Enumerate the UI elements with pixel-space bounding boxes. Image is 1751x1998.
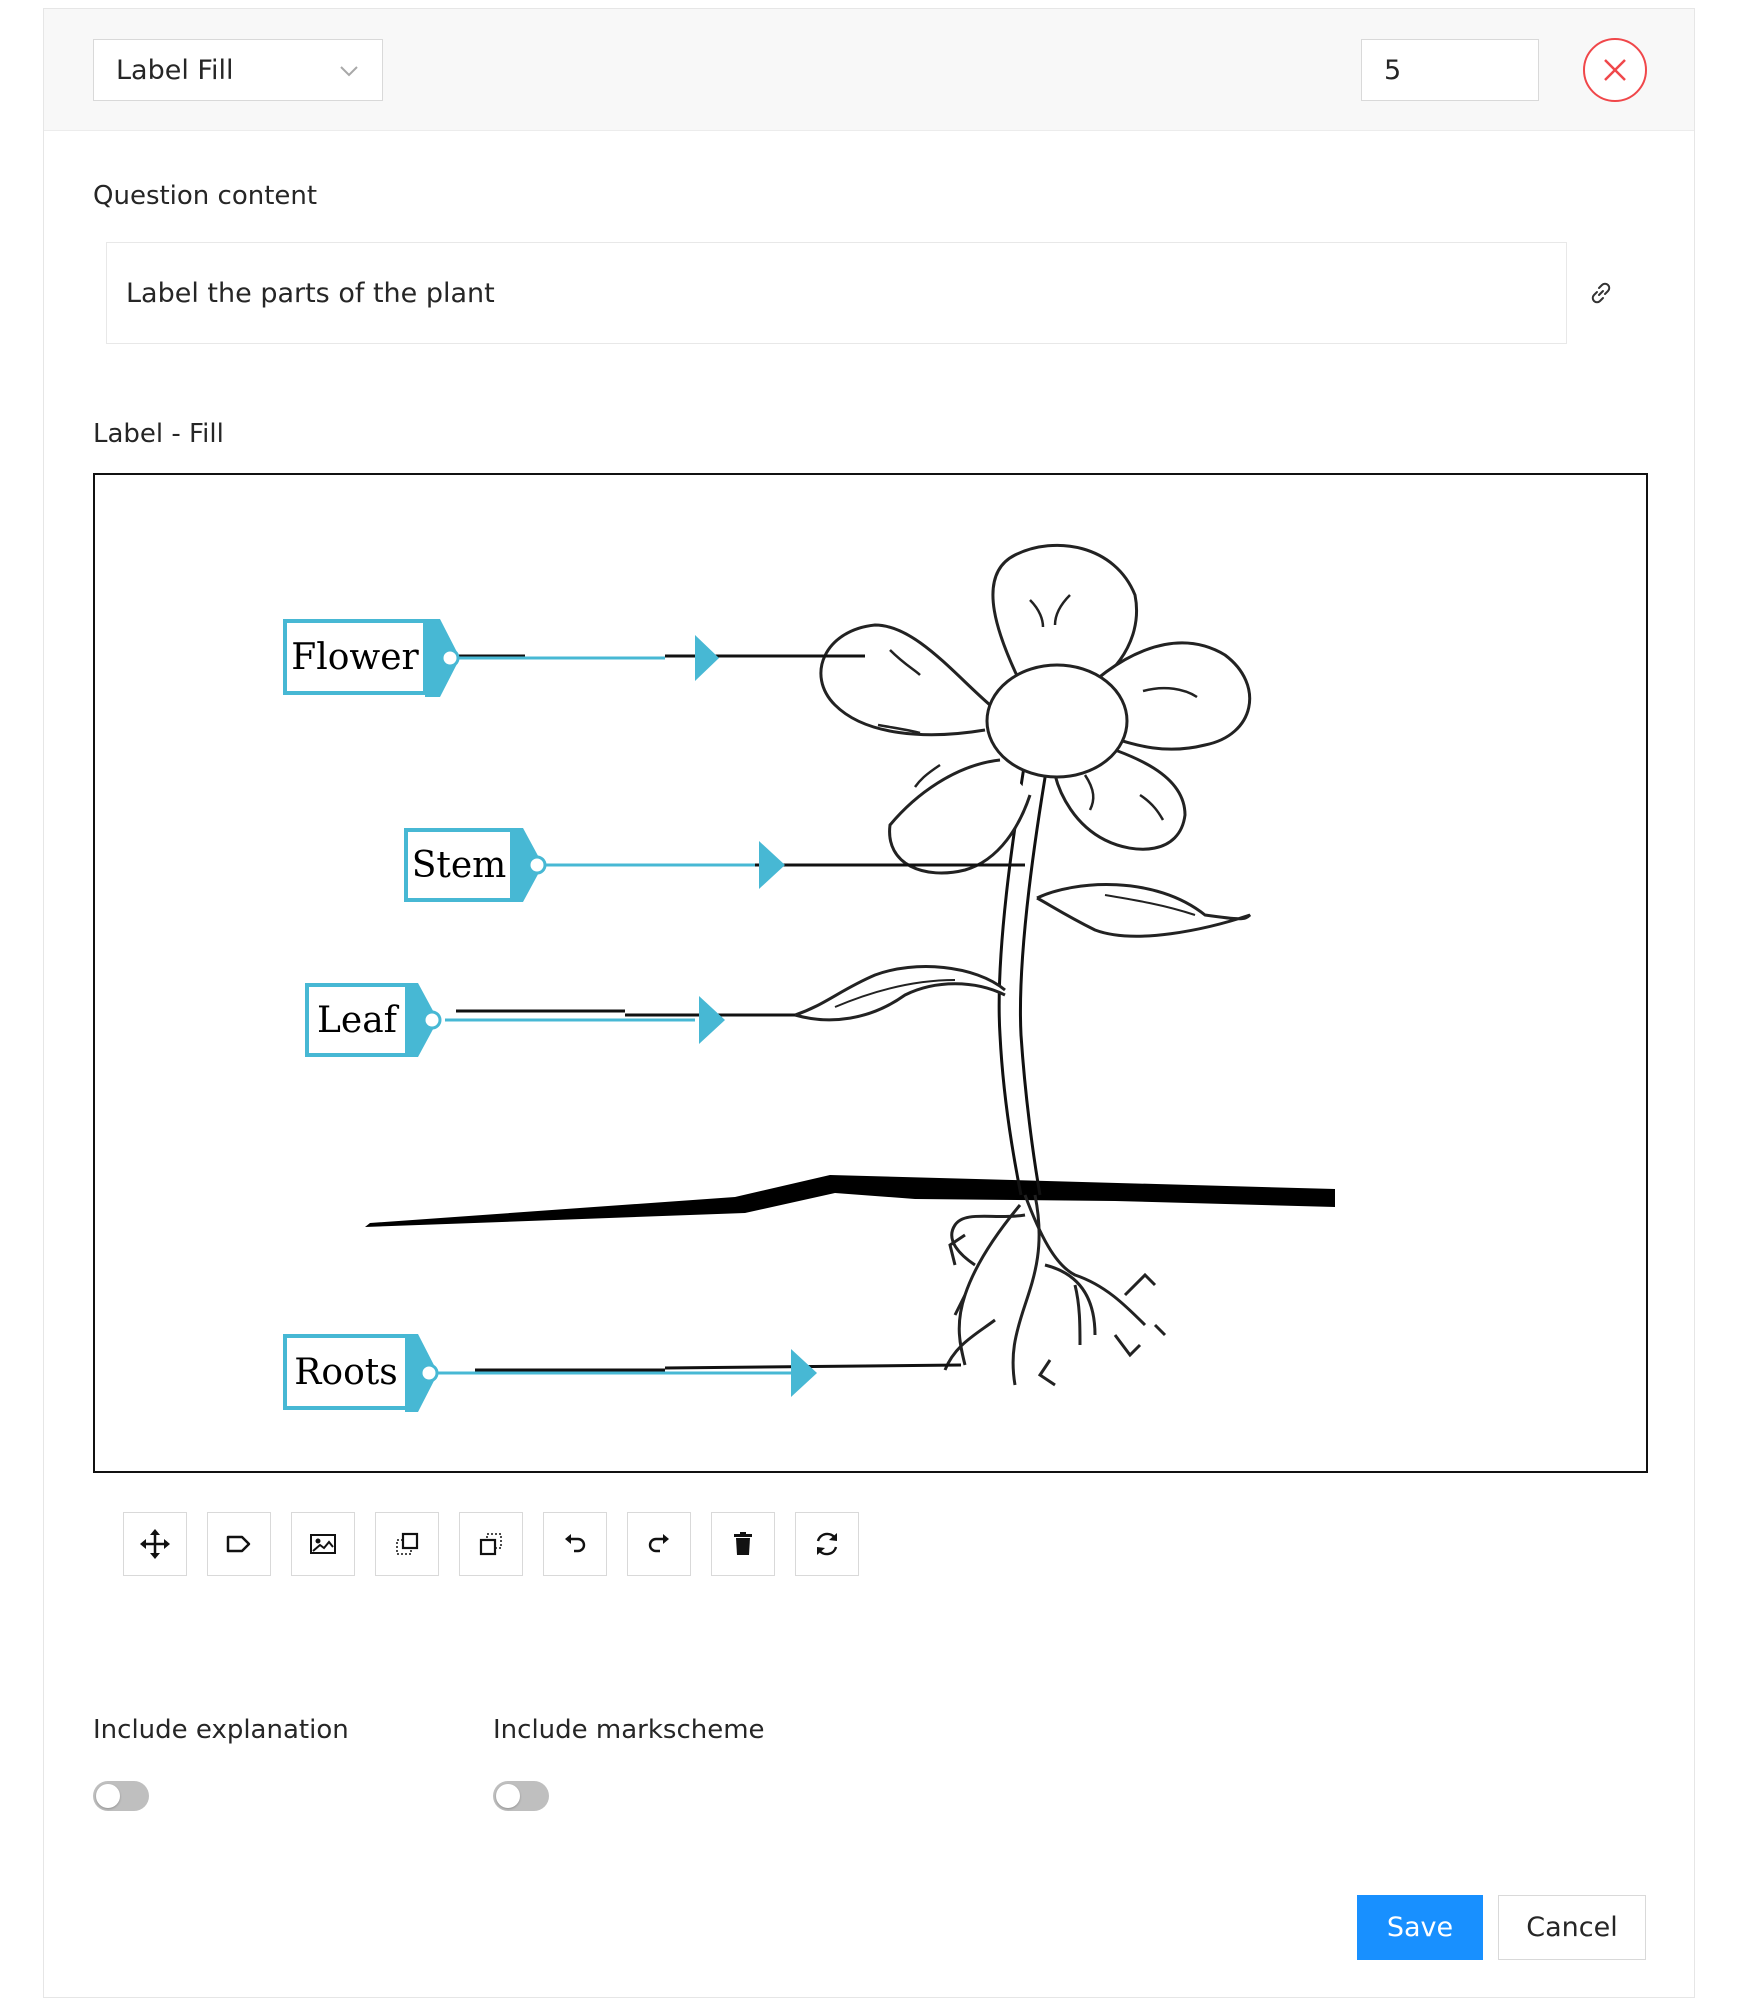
marks-input[interactable] xyxy=(1361,39,1539,101)
toggle-knob xyxy=(496,1784,520,1808)
undo-button[interactable] xyxy=(543,1512,607,1576)
label-tag-icon xyxy=(225,1530,253,1558)
question-content-label: Question content xyxy=(93,181,318,211)
question-editor-card xyxy=(43,8,1695,1998)
cancel-button[interactable]: Cancel xyxy=(1498,1895,1646,1960)
image-icon xyxy=(309,1530,337,1558)
label-fill-section-label: Label - Fill xyxy=(93,419,224,449)
question-type-value: Label Fill xyxy=(116,54,234,86)
redo-icon xyxy=(646,1531,672,1557)
add-image-button[interactable] xyxy=(291,1512,355,1576)
label-tag-stem[interactable]: Stem xyxy=(411,845,507,886)
move-icon xyxy=(139,1528,171,1560)
include-markscheme-label: Include markscheme xyxy=(493,1715,765,1745)
question-type-select[interactable] xyxy=(93,39,383,101)
label-tag-leaf[interactable]: Leaf xyxy=(317,1000,397,1041)
question-text: Label the parts of the plant xyxy=(126,277,495,309)
include-explanation-label: Include explanation xyxy=(93,1715,349,1745)
delete-button[interactable] xyxy=(711,1512,775,1576)
link-icon[interactable] xyxy=(1587,279,1615,307)
save-button[interactable]: Save xyxy=(1357,1895,1483,1960)
redo-button[interactable] xyxy=(627,1512,691,1576)
reset-button[interactable] xyxy=(795,1512,859,1576)
bring-forward-button[interactable] xyxy=(375,1512,439,1576)
chevron-down-icon xyxy=(338,60,360,82)
reset-icon xyxy=(813,1530,841,1558)
close-icon xyxy=(1601,56,1629,84)
label-fill-canvas[interactable] xyxy=(93,473,1648,1473)
editor-header xyxy=(44,9,1694,131)
send-backward-button[interactable] xyxy=(459,1512,523,1576)
question-text-field[interactable] xyxy=(106,242,1567,344)
plant-diagram xyxy=(95,475,1648,1473)
send-backward-icon xyxy=(477,1530,505,1558)
include-explanation-toggle[interactable] xyxy=(93,1781,149,1811)
close-button[interactable] xyxy=(1583,38,1647,102)
add-label-button[interactable] xyxy=(207,1512,271,1576)
undo-icon xyxy=(562,1531,588,1557)
label-tag-flower[interactable]: Flower xyxy=(291,637,419,678)
include-markscheme-toggle[interactable] xyxy=(493,1781,549,1811)
label-tag-roots[interactable]: Roots xyxy=(294,1352,398,1393)
trash-icon xyxy=(731,1531,755,1557)
move-tool-button[interactable] xyxy=(123,1512,187,1576)
toggle-knob xyxy=(96,1784,120,1808)
bring-forward-icon xyxy=(393,1530,421,1558)
